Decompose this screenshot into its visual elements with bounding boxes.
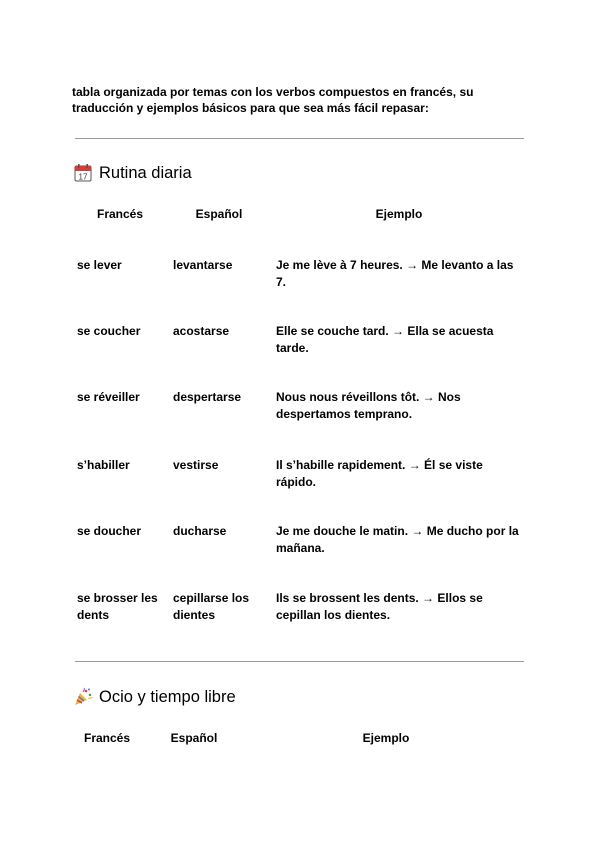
cell-ejemplo: Nous nous réveillons tôt. → Nos despertamos temprano. xyxy=(276,390,461,421)
cell-frances: se brosser les dents xyxy=(77,591,158,622)
divider xyxy=(75,138,524,139)
cell-frances: s’habiller xyxy=(77,458,130,472)
section-title-rutina-diaria xyxy=(73,163,192,183)
cell-espanol: levantarse xyxy=(173,258,233,272)
cell-espanol: despertarse xyxy=(173,390,242,404)
column-header-espanol: Español xyxy=(195,207,243,221)
column-header-ejemplo: Ejemplo xyxy=(375,207,423,221)
cell-espanol: vestirse xyxy=(173,458,219,472)
cell-espanol: ducharse xyxy=(173,524,227,538)
cell-espanol: cepillarse los dientes xyxy=(173,591,250,622)
section-title-ocio xyxy=(73,687,236,707)
party-popper-icon xyxy=(73,687,93,707)
cell-ejemplo: Elle se couche tard. → Ella se acuesta tarde. xyxy=(276,324,494,355)
column-header-frances: Francés xyxy=(83,731,131,745)
cell-frances: se réveiller xyxy=(77,390,140,404)
intro-paragraph: tabla organizada por temas con los verbos compuestos en francés, su traducción y ejemplos básicos para que sea más fácil repasar: xyxy=(72,85,474,115)
section-title-text: Ocio y tiempo libre xyxy=(99,687,236,706)
cell-ejemplo: Il s’habille rapidement. → Él se viste rápido. xyxy=(276,458,483,489)
cell-frances: se lever xyxy=(77,258,122,272)
cell-ejemplo: Je me lève à 7 heures. → Me levanto a las 7. xyxy=(276,258,514,289)
cell-espanol: acostarse xyxy=(173,324,230,338)
calendar-icon xyxy=(73,163,93,183)
cell-frances: se doucher xyxy=(77,524,142,538)
cell-ejemplo: Ils se brossent les dents. → Ellos se cepillan los dientes. xyxy=(276,591,483,622)
column-header-frances: Francés xyxy=(96,207,144,221)
column-header-espanol: Español xyxy=(170,731,218,745)
svg-text:17: 17 xyxy=(78,172,88,182)
divider xyxy=(75,661,524,662)
section-title-text: Rutina diaria xyxy=(99,163,192,182)
column-header-ejemplo: Ejemplo xyxy=(362,731,410,745)
cell-ejemplo: Je me douche le matin. → Me ducho por la mañana. xyxy=(276,524,519,555)
cell-frances: se coucher xyxy=(77,324,141,338)
